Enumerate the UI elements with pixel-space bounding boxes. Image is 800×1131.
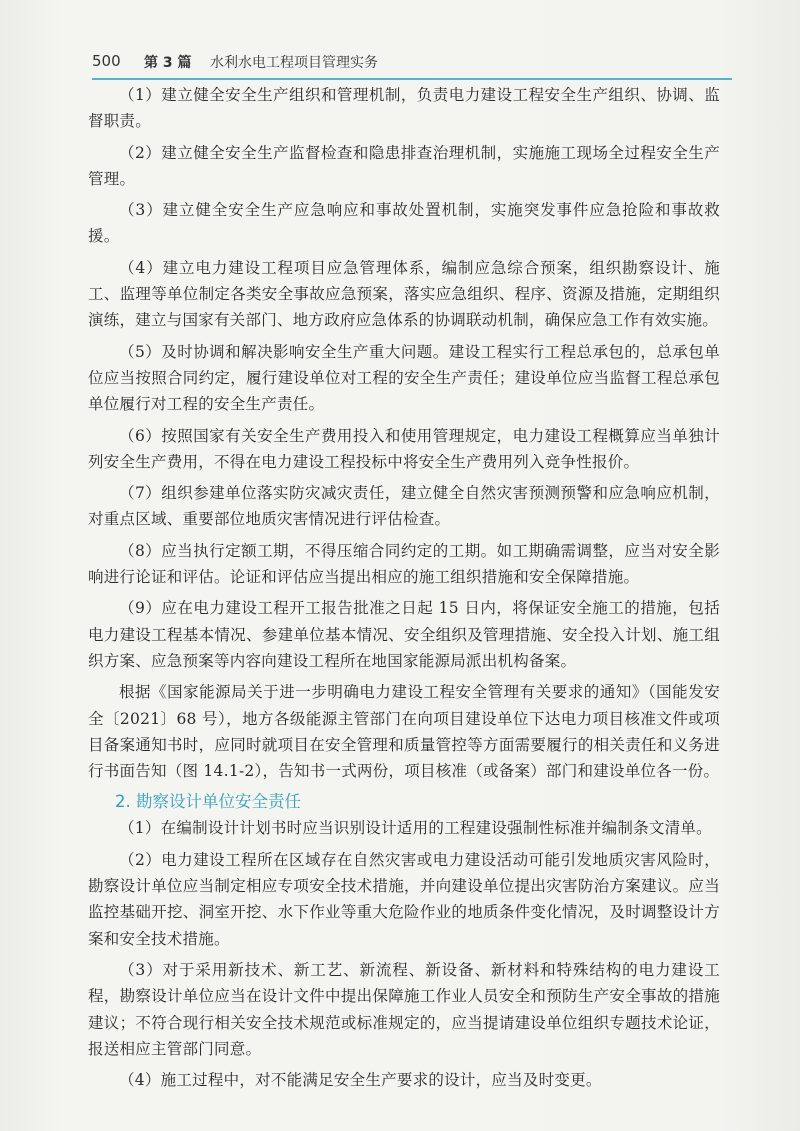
paragraph: （3）对于采用新技术、新工艺、新流程、新设备、新材料和特殊结构的电力建设工程，勘察设计单位应当在设计文件中提出保障施工作业人员安全和预防生产安全事故的措施建议；不符合现行相关安全技术规范或标准规定的，应当提请建设单位组织专题技术论证，报送相应主管部门同意。 bbox=[88, 960, 720, 1058]
paragraph: （5）及时协调和解决影响安全生产重大问题。建设工程实行工程总承包的，总承包单位应当按照合同约定，履行建设单位对工程的安全生产责任；建设单位应当监督工程总承包单位履行对工程的安全生产责任。 bbox=[88, 342, 720, 414]
paragraph: 根据《国家能源局关于进一步明确电力建设工程安全管理有关要求的通知》（国能发安全〔2021〕68 号），地方各级能源主管部门在向项目建设单位下达电力项目核准文件或项目备案通知书时，应同时就项目在安全管理和质量管控等方面需要履行的相关责任和义务进行书面告知（图 14.1-2），告知书一式两份，项目核准（或备案）部门和建设单位各一份。 bbox=[88, 683, 720, 781]
book-title: 水利水电工程项目管理实务 bbox=[210, 55, 378, 71]
section-heading: 2. 勘察设计单位安全责任 bbox=[115, 792, 301, 812]
running-header bbox=[92, 44, 732, 80]
paragraph: （8）应当执行定额工期，不得压缩合同约定的工期。如工期确需调整，应当对安全影响进行论证和评估。论证和评估应当提出相应的施工组织措施和安全保障措施。 bbox=[88, 541, 720, 587]
page-number: 500 bbox=[92, 52, 121, 70]
body-text bbox=[88, 82, 720, 1093]
paragraph: （2）电力建设工程所在区域存在自然灾害或电力建设活动可能引发地质灾害风险时，勘察设计单位应当制定相应专项安全技术措施，并向建设单位提出灾害防治方案建议。应当监控基础开挖、洞室开挖、水下作业等重大危险作业的地质条件变化情况，及时调整设计方案和安全技术措施。 bbox=[88, 850, 720, 948]
paragraph: （2）建立健全安全生产监督检查和隐患排查治理机制，实施施工现场全过程安全生产管理。 bbox=[88, 143, 720, 188]
paragraph: （9）应在电力建设工程开工报告批准之日起 15 日内，将保证安全施工的措施，包括电力建设工程基本情况、参建单位基本情况、安全组织及管理措施、安全投入计划、施工组织方案、应急预案等内容向建设工程所在地国家能源局派出机构备案。 bbox=[88, 599, 720, 670]
paragraph: （6）按照国家有关安全生产费用投入和使用管理规定，电力建设工程概算应当单独计列安全生产费用，不得在电力建设工程投标中将安全生产费用列入竞争性报价。 bbox=[88, 426, 720, 471]
paragraph: （1）在编制设计计划书时应当识别设计适用的工程建设强制性标准并编制条文清单。 bbox=[119, 819, 712, 838]
paragraph: （4）施工过程中，对不能满足安全生产要求的设计，应当及时变更。 bbox=[119, 1071, 602, 1090]
paragraph: （4）建立电力建设工程项目应急管理体系，编制应急综合预案，组织勘察设计、施工、监理等单位制定各类安全事故应急预案，落实应急组织、程序、资源及措施，定期组织演练，建立与国家有关部门、地方政府应急体系的协调联动机制，确保应急工作有效实施。 bbox=[88, 258, 720, 330]
part-label: 第 3 篇 bbox=[144, 55, 192, 71]
paragraph: （7）组织参建单位落实防灾减灾责任，建立健全自然灾害预测预警和应急响应机制，对重点区域、重要部位地质灾害情况进行评估检查。 bbox=[88, 484, 720, 529]
paragraph: （1）建立健全安全生产组织和管理机制，负责电力建设工程安全生产组织、协调、监督职责。 bbox=[88, 86, 720, 131]
paragraph: （3）建立健全安全生产应急响应和事故处置机制，实施突发事件应急抢险和事故救援。 bbox=[88, 201, 720, 246]
